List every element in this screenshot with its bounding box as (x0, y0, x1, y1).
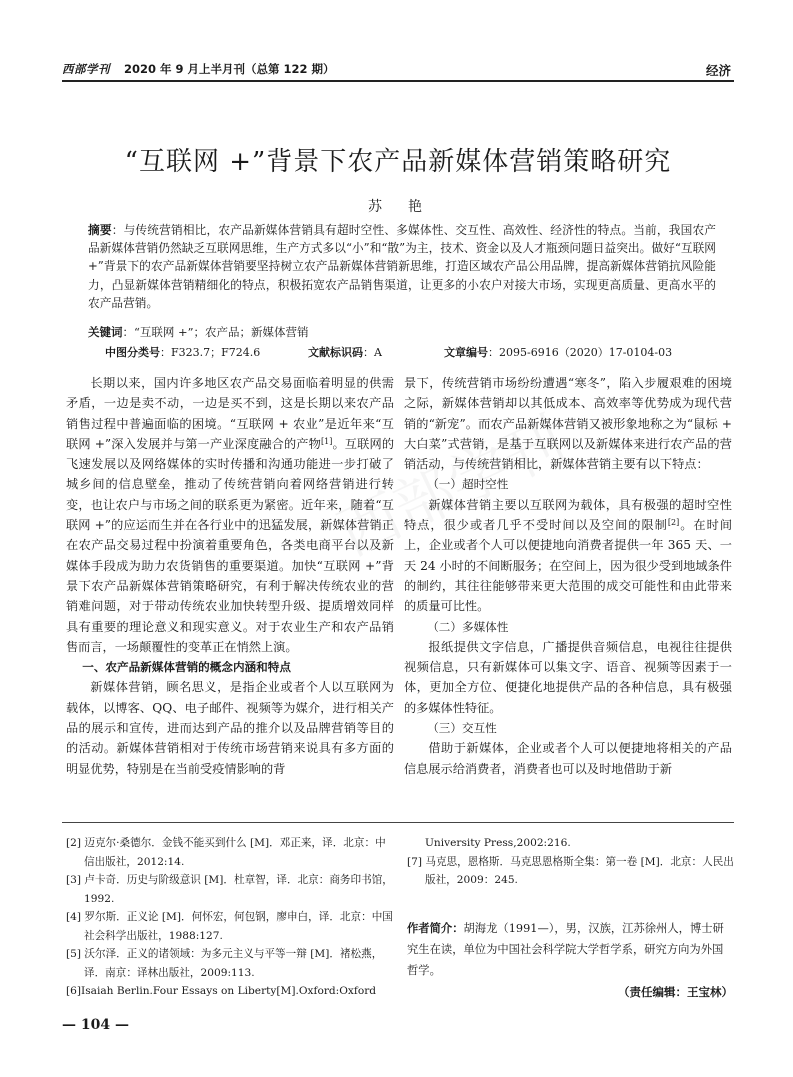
reference-item: [3] 卢卡奇．历史与阶级意识 [M]．杜章智，译．北京：商务印书馆，1992. (66, 874, 393, 905)
body-paragraph (66, 373, 394, 657)
section-label: 经济 (705, 63, 731, 78)
body-text: 新媒体营销主要以互联网为载体，具有极强的超时空性特点，很少或者几乎不受时间以及空间的限制 (404, 497, 732, 533)
reference-item: University Press,2002:216. (425, 837, 571, 849)
reference-item: [7] 马克思，恩格斯．马克思恩格斯全集：第一卷 [M]．北京：人民出版社，2009：245. (407, 855, 734, 886)
abstract-label: 摘要 (88, 223, 112, 237)
author-bio (407, 918, 734, 981)
references-left (66, 834, 396, 1001)
body-left-column (66, 373, 394, 779)
reference-item: [2] 迈克尔·桑德尔．金钱不能买到什么 [M]．邓正来，译．北京：中信出版社，2012:14. (66, 837, 386, 868)
subsection-heading: （一）超时空性 (427, 477, 509, 492)
bio-label: 作者简介： (407, 922, 464, 935)
body-paragraph: 新媒体营销，顾名思义，是指企业或者个人以互联网为载体，以博客、QQ、电子邮件、视频等为媒介，进行相关产品的展示和宣传，进而达到产品的推介以及品牌营销等目的的活动。新媒体营销相对于传统市场营销来说具有多方面的明显优势，特别是在当前受疫情影响的背 (66, 680, 394, 776)
body-paragraph: 景下，传统营销市场纷纷遭遇“寒冬”，陷入步履艰难的困境之际，新媒体营销却以其低成本、高效率等优势成为现代营销的“新宠”。而农产品新媒体营销又被形象地称之为“鼠标 + 大白菜”式营销，是基于互联网以及新媒体来进行农产品的营销活动，与传统营销相比，新媒体营销主要有以下特点： (404, 376, 732, 472)
header-rule (62, 80, 734, 82)
body-paragraph: 报纸提供文字信息，广播提供音频信息，电视往往提供视频信息，只有新媒体可以集文字、语音、视频等因素于一体，更加全方位、便捷化地提供产品的各种信息，具有极强的多媒体性特征。 (404, 639, 732, 715)
doc-value: ：A (363, 346, 382, 359)
article-number (444, 344, 672, 360)
article-title: “互联网 +”背景下农产品新媒体营销策略研究 (124, 147, 672, 177)
clc-label: 中图分类号 (105, 346, 160, 359)
body-text: 。互联网的飞速发展以及网络媒体的实时传播和沟通功能进一步打破了城乡间的信息壁垒，推动了传统营销向着网络营销进行转变，也让农户与市场之间的联系更为紧密。近年来，随着“互联网 +”的应运而生并在各行业中的迅猛发展，新媒体营销正在农产品交易过程中扮演着重要角色，各类电商平台以及新媒体手段成为助力农货销售的重要渠道。加快“互联网 +”背景下农产品新媒体营销策略研究，有利于解决传统农业的营销难问题，对于带动传统农业加快转型升级、提质增效同样具有重要的理论意义和现实意义。对于农业生产和农产品销售而言，一场颠覆性的变革正在悄然上演。 (66, 436, 395, 654)
body-paragraph (404, 495, 732, 617)
clc-code (105, 344, 260, 360)
reference-item: [6]Isaiah Berlin.Four Essays on Liberty[M].Oxford:Oxford (66, 985, 377, 997)
reference-item: [4] 罗尔斯．正义论 [M]．何怀宏，何包钢，廖申白，译．北京：中国社会科学出版社，1988:127. (66, 911, 393, 942)
subsection-heading: （三）交互性 (427, 721, 497, 736)
keywords-label: 关键词 (88, 325, 123, 339)
editor-note: （责任编辑：王宝林） (618, 985, 733, 999)
doc-label: 文献标识码 (308, 346, 363, 359)
section-heading: 一、农产品新媒体营销的概念内涵和特点 (82, 660, 291, 675)
doc-code (308, 344, 382, 360)
body-text: 长期以来，国内许多地区农产品交易面临着明显的供需矛盾，一边是卖不动，一边是买不到，这是长期以来农产品销售过程中普遍面临的困境。“互联网 + 农业”是近年来“互联网 +”深入发展并与第一产业深度融合的产物 (66, 376, 394, 451)
reference-item: [5] 沃尔泽．正义的诸领域：为多元主义与平等一辩 [M]．褚松燕，译．南京：译林出版社，2009:113. (66, 948, 383, 979)
clc-value: ：F323.7；F724.6 (160, 346, 261, 359)
citation-ref: [1] (320, 436, 333, 446)
abstract-text: ：与传统营销相比，农产品新媒体营销具有超时空性、多媒体性、交互性、高效性、经济性的特点。当前，我国农产品新媒体营销仍然缺乏互联网思维，生产方式多以“小”和“散”为主，技术、资金以及人才瓶颈问题日益突出。做好“互联网 +”背景下的农产品新媒体营销要坚持树立农产品新媒体营销新思维，打造区域农产品公用品牌，提高新媒体营销抗风险能力，凸显新媒体营销精细化的特点，积极拓宽农产品销售渠道，让更多的小农户对接大市场，实现更高质量、更高水平的农产品营销。 (88, 223, 716, 310)
article-number-label: 文章编号 (444, 346, 488, 359)
body-right-column (404, 373, 732, 779)
subsection-heading: （二）多媒体性 (427, 619, 509, 634)
body-paragraph: 借助于新媒体，企业或者个人可以便捷地将相关的产品信息展示给消费者，消费者也可以及时地借助于新 (404, 741, 732, 776)
abstract (88, 221, 716, 312)
citation-ref: [2] (667, 518, 680, 528)
body-text: 。在时间上，企业或者个人可以便捷地向消费者提供一年 365 天、一天 24 小时的不间断服务；在空间上，因为很少受到地域条件的制约，其往往能够带来更大范围的成交可能性和由此带来的质量可比性。 (404, 518, 733, 614)
bio-text: 胡海龙（1991—），男，汉族，江苏徐州人，博士研究生在读，单位为中国社会科学院大学哲学系，研究方向为外国哲学。 (407, 922, 724, 977)
issue-info: 2020 年 9 月上半月刊（总第 122 期） (124, 62, 335, 76)
article-number-value: ：2095-6916（2020）17-0104-03 (488, 346, 673, 359)
page-number: — 104 — (62, 1017, 129, 1033)
journal-name: 西部学刊 (62, 62, 110, 76)
footnote-rule (62, 822, 734, 823)
keywords-text: ：“互联网 +”；农产品；新媒体营销 (122, 325, 309, 339)
keywords (88, 324, 309, 340)
article-author: 苏 艳 (368, 199, 428, 215)
references-right (407, 834, 734, 890)
